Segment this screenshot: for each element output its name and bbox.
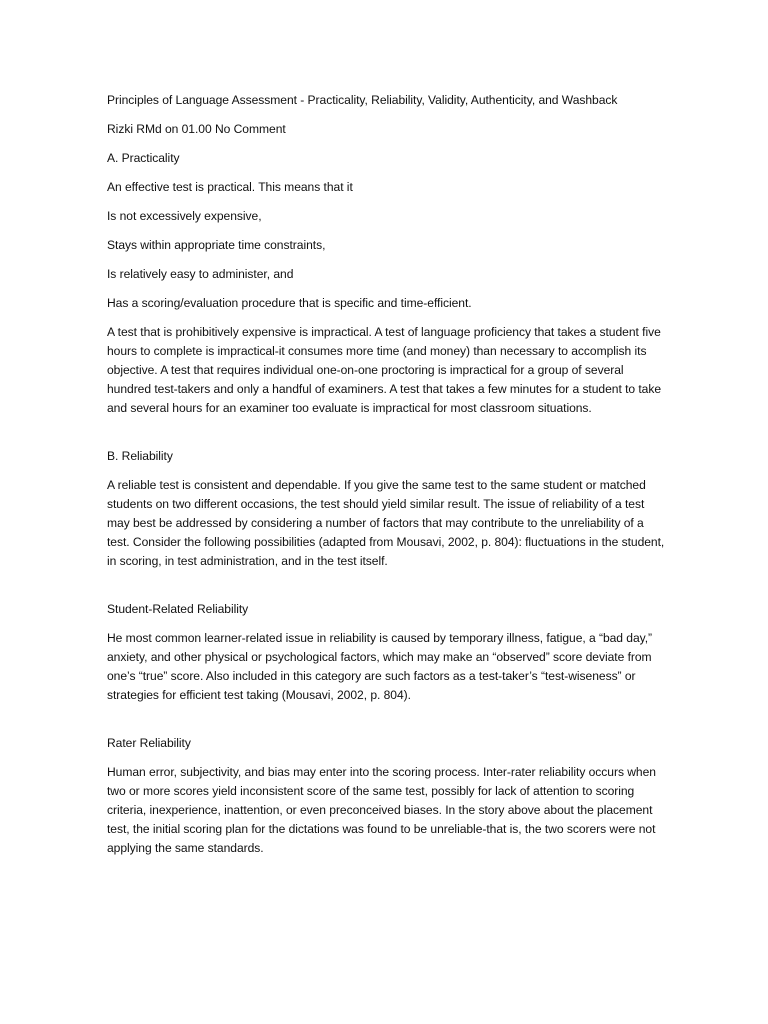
student-reliability-paragraph: He most common learner-related issue in reliability is caused by temporary illness, fatigue, a “bad day,” anxiety, and other physical or psychological factors, which may make an “observed” score deviate from one’s “true” score. Also included in this category are such factors as a test-taker’s “test-wiseness” or strategies for efficient test taking (Mousavi, 2002, p. 804). [107,631,653,702]
rater-reliability-heading: Rater Reliability [107,736,191,750]
practicality-item: Has a scoring/evaluation procedure that is specific and time-efficient. [107,296,472,310]
practicality-item: Is relatively easy to administer, and [107,267,294,281]
post-meta: Rizki RMd on 01.00 No Comment [107,122,286,136]
section-a-intro: An effective test is practical. This means that it [107,180,353,194]
practicality-item: Stays within appropriate time constraints, [107,238,326,252]
section-a-heading: A. Practicality [107,151,180,165]
document-title: Principles of Language Assessment - Practicality, Reliability, Validity, Authenticity, and Washback [107,93,618,107]
section-b-paragraph: A reliable test is consistent and dependable. If you give the same test to the same student or matched students on two different occasions, the test should yield similar result. The issue of reliability of a test may best be addressed by considering a number of factors that may contribute to the unreliability of a test. Consider the following possibilities (adapted from Mousavi, 2002, p. 804): fluctuations in the student, in scoring, in test administration, and in the test itself. [107,478,665,568]
student-reliability-heading: Student-Related Reliability [107,602,249,616]
practicality-item: Is not excessively expensive, [107,209,262,223]
rater-reliability-paragraph: Human error, subjectivity, and bias may enter into the scoring process. Inter-rater reliability occurs when two or more scores yield inconsistent score of the same test, possibly for lack of attention to scoring criteria, inexperience, inattention, or even preconceived biases. In the story above about the placement test, the initial scoring plan for the dictations was found to be unreliable-that is, the two scorers were not applying the same standards. [107,765,656,855]
section-a-paragraph: A test that is prohibitively expensive is impractical. A test of language proficiency that takes a student five hours to complete is impractical-it consumes more time (and money) than necessary to accomplish its objective. A test that requires individual one-on-one proctoring is impractical for a group of several hundred test-takers and only a handful of examiners. A test that takes a few minutes for a student to take and several hours for an examiner too evaluate is impractical for most classroom situations. [107,325,662,415]
document-page [107,91,667,868]
section-b-heading: B. Reliability [107,449,173,463]
